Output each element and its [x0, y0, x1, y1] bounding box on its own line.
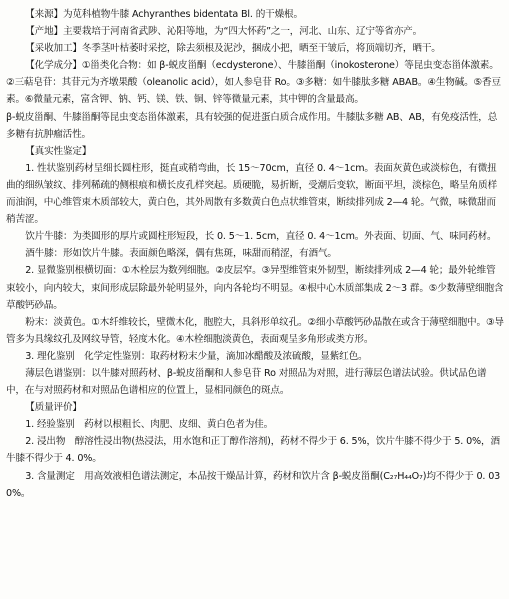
- quality-item-3: 3. 含量测定 用高效液相色谱法测定，本品按干燥品计算，药材和饮片含 β-蜕皮甾酮(C₂₇H₄₄O₇)均不得少于 0. 030%。: [6, 470, 501, 499]
- chemical-id-paragraph: 3. 理化鉴别 化学定性鉴别：取药材粉末少量，滴加冰醋酸及浓硫酸，显紫红色。: [25, 350, 368, 362]
- quality-item-1: 1. 经验鉴别 药材以根粗长、肉肥、皮细、黄白色者为佳。: [25, 419, 274, 431]
- tlc-paragraph: 薄层色谱鉴别：以牛膝对照药材、β-蜕皮甾酮和人参皂苷 Ro 对照品为对照，进行薄层色谱法试验。供试品色谱中，在与对照药材和对照品色谱相应的位置上，显相同颜色的斑点。: [6, 367, 487, 397]
- source-paragraph: 【来源】为苋科植物牛膝 Achyranthes bidentata Bl. 的干燥根。: [25, 9, 303, 20]
- authenticity-heading: 【真实性鉴定】: [25, 145, 92, 157]
- quality-item-2: 2. 浸出物 醇溶性浸出物(热浸法，用水饱和正丁醇作溶剂)，药材不得少于 6. 5%，饮片牛膝不得少于 5. 0%，酒牛膝不得少于 4. 0%。: [6, 436, 500, 465]
- powder-paragraph: 粉末：淡黄色。①木纤维较长，壁微木化，胞腔大，具斜形单纹孔。②细小草酸钙砂晶散在或含于薄壁细胞中。③导管多为具缘纹孔及网纹导管，轻度木化。④木栓细胞淡黄色，表面观呈多角形或类方形。: [6, 316, 504, 345]
- microscopic-paragraph: 2. 显微鉴别根横切面：①木栓层为数列细胞。②皮层窄。③异型维管束外韧型，断续排列成 2—4 轮；最外轮维管束较小，向内较大，束间形成层除最外轮明显外，向内各轮均不明显。④根中心木质部集成 2～3 群。⑤少数薄壁细胞含草酸钙砂晶。: [6, 265, 504, 311]
- macroscopic-paragraph: 1. 性状鉴别药材呈细长圆柱形，挺直或稍弯曲，长 15～70cm，直径 0. 4～1cm。表面灰黄色或淡棕色，有微扭曲的细纵皱纹、排列稀疏的侧根痕和横长皮孔样突起。质硬脆，易折断，受潮后变软，断面平坦，淡棕色，略呈角质样而油润，中心维管束木质部较大，黄白色，其外周散有多数黄白色点状维管束，断续排列成 2—4 轮。气微，味微甜而稍苦涩。: [6, 162, 498, 226]
- chemistry-paragraph: 【化学成分】①甾类化合物：如 β-蜕皮甾酮（ecdysterone）、牛膝甾酮（inokosterone）等昆虫变态甾体激素。②三萜皂苷：其苷元为齐墩果酸（oleanolic acid），如人参皂苷 Ro。③多糖：如牛膝肽多糖 ABAB。④生物碱。⑤香豆素。⑥微量元素，富含钾、钠、钙、镁、铁、铜、锌等微量元素，其中钾的含量最高。: [6, 60, 501, 106]
- pharmacology-paragraph: β-蜕皮甾酮、牛膝甾酮等昆虫变态甾体激素，具有较强的促进蛋白质合成作用。牛膝肽多糖 AB、AB，有免疫活性，总多糖有抗肿瘤活性。: [6, 111, 498, 140]
- slices-paragraph: 饮片牛膝：为类圆形的厚片或圆柱形短段，长 0. 5～1. 5cm，直径 0. 4～1cm。外表面、切面、气、味同药材。: [25, 231, 497, 243]
- quality-heading: 【质量评价】: [25, 402, 82, 414]
- origin-paragraph: 【产地】主要栽培于河南省武陟、沁阳等地，为“四大怀药”之一，河北、山东、辽宁等省亦产。: [25, 26, 423, 38]
- wine-processed-paragraph: 酒牛膝：形如饮片牛膝。表面颜色略深，偶有焦斑，味甜而稍涩，有酒气。: [25, 248, 337, 260]
- harvest-paragraph: 【采收加工】冬季茎叶枯萎时采挖，除去须根及泥沙，捆成小把，晒至干皱后，将顶端切齐，晒干。: [25, 43, 441, 55]
